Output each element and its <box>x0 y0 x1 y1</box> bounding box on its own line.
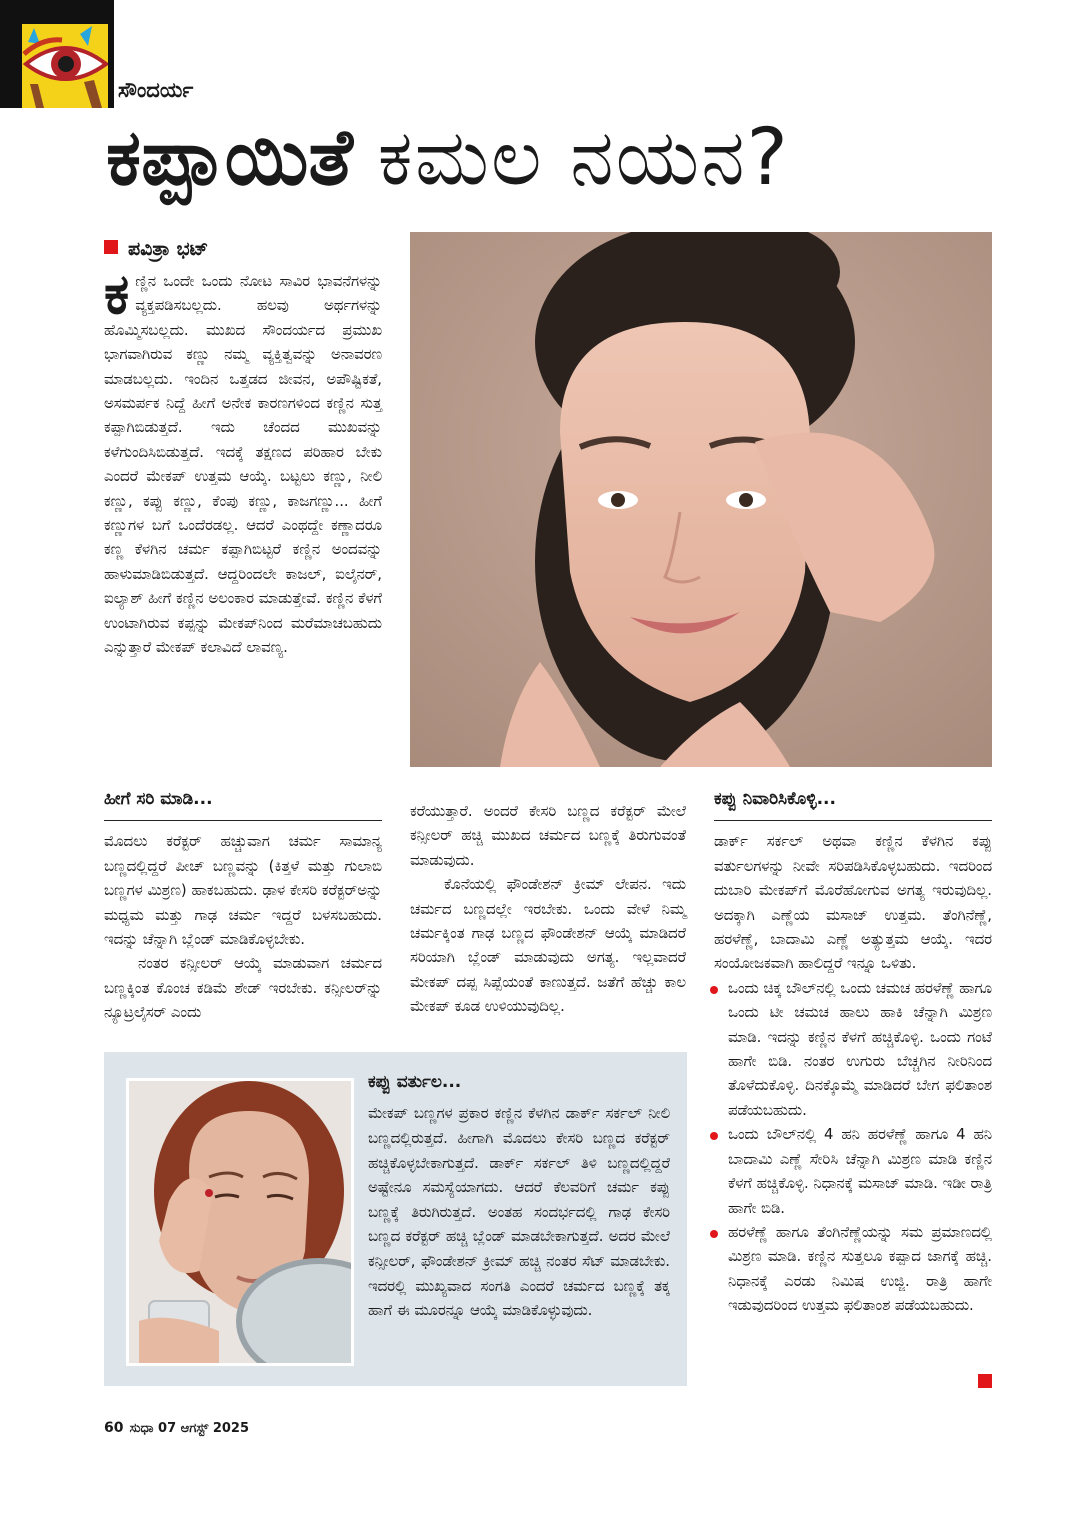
remedy-column <box>714 787 992 1319</box>
page-footer <box>104 1420 249 1436</box>
paragraph: ಡಾರ್ಕ್ ಸರ್ಕಲ್ ಅಥವಾ ಕಣ್ಣಿನ ಕೆಳಗಿನ ಕಪ್ಪು ವರ್ತುಲಗಳನ್ನು ನೀವೇ ಸರಿಪಡಿಸಿಕೊಳ್ಳಬಹುದು. ಇದರಿಂದ ದುಬಾರಿ ಮೇಕಪ್‌ಗೆ ಮೊರೆಹೋಗುವ ಅಗತ್ಯ ಇರುವುದಿಲ್ಲ. ಅದಕ್ಕಾಗಿ ಎಣ್ಣೆಯ ಮಸಾಜ್ ಉತ್ತಮ. ತೆಂಗಿನೆಣ್ಣೆ, ಹರಳೆಣ್ಣೆ, ಬಾದಾಮಿ ಎಣ್ಣೆ ಅತ್ಯುತ್ತಮ ಆಯ್ಕೆ. ಇದರ ಸಂಯೋಜಕವಾಗಿ ಹಾಲಿದ್ದರೆ ಇನ್ನೂ ಒಳಿತು. <box>714 833 992 973</box>
eye-logo-icon <box>22 24 108 108</box>
photo-woman-applying-cream <box>126 1078 354 1366</box>
section-heading-how: ಹೀಗೆ ಸರಿ ಮಾಡಿ... <box>104 787 382 821</box>
paragraph: ಕೊನೆಯಲ್ಲಿ ಫೌಂಡೇಶನ್ ಕ್ರೀಮ್ ಲೇಪನ. ಇದು ಚರ್ಮದ ಬಣ್ಣದಲ್ಲೇ ಇರಬೇಕು. ಒಂದು ವೇಳೆ ನಿಮ್ಮ ಚರ್ಮಕ್ಕಿಂತ ಗಾಢ ಬಣ್ಣದ ಫೌಂಡೇಶನ್ ಆಯ್ಕೆ ಮಾಡಿದರೆ ಸರಿಯಾಗಿ ಬ್ಲೆಂಡ್ ಮಾಡುವುದು ಅಗತ್ಯ. ಇಲ್ಲವಾದರೆ ಮೇಕಪ್ ದಪ್ಪ ಸಿಪ್ಪೆಯಂತೆ ಕಾಣುತ್ತದೆ. ಜತೆಗೆ ಹೆಚ್ಚು ಕಾಲ ಮೇಕಪ್ ಕೂಡ ಉಳಿಯುವುದಿಲ್ಲ. <box>410 876 686 1016</box>
box-text <box>368 1070 670 1324</box>
paragraph: ಮೇಕಪ್ ಬಣ್ಣಗಳ ಪ್ರಕಾರ ಕಣ್ಣಿನ ಕೆಳಗಿನ ಡಾರ್ಕ್ ಸರ್ಕಲ್ ನೀಲಿ ಬಣ್ಣದಲ್ಲಿರುತ್ತದೆ. ಹೀಗಾಗಿ ಮೊದಲು ಕೇಸರಿ ಬಣ್ಣದ ಕರೆಕ್ಟರ್ ಹಚ್ಚಿಕೊಳ್ಳಬೇಕಾಗುತ್ತದೆ. ಡಾರ್ಕ್ ಸರ್ಕಲ್ ತಿಳಿ ಬಣ್ಣದಲ್ಲಿದ್ದರೆ ಅಷ್ಟೇನೂ ಸಮಸ್ಯೆಯಾಗದು. ಆದರೆ ಕೆಲವರಿಗೆ ಚರ್ಮ ಕಪ್ಪು ಬಣ್ಣಕ್ಕೆ ತಿರುಗಿರುತ್ತದೆ. ಅಂತಹ ಸಂದರ್ಭದಲ್ಲಿ ಗಾಢ ಕೇಸರಿ ಬಣ್ಣದ ಕರೆಕ್ಟರ್ ಹಚ್ಚಿ ಬ್ಲೆಂಡ್ ಮಾಡಬೇಕಾಗುತ್ತದೆ. ಅದರ ಮೇಲೆ ಕನ್ಸೀಲರ್, ಫೌಂಡೇಶನ್ ಕ್ರೀಮ್ ಹಚ್ಚಿ ನಂತರ ಸೆಟ್ ಮಾಡಬೇಕು. ಇದರಲ್ಲಿ ಮುಖ್ಯವಾದ ಸಂಗತಿ ಎಂದರೆ ಚರ್ಮದ ಬಣ್ಣಕ್ಕೆ ತಕ್ಕ ಹಾಗೆ ಈ ಮೂರನ್ನೂ ಆಯ್ಕೆ ಮಾಡಿಕೊಳ್ಳುವುದು. <box>368 1105 670 1320</box>
paragraph: ಮೊದಲು ಕರೆಕ್ಟರ್ ಹಚ್ಚುವಾಗ ಚರ್ಮ ಸಾಮಾನ್ಯ ಬಣ್ಣದಲ್ಲಿದ್ದರೆ ಪೀಚ್ ಬಣ್ಣವನ್ನು (ಕಿತ್ತಳೆ ಮತ್ತು ಗುಲಾಬಿ ಬಣ್ಣಗಳ ಮಿಶ್ರಣ) ಹಾಕಬಹುದು. ಢಾಳ ಕೇಸರಿ ಕರೆಕ್ಟರ್‌ಅನ್ನು ಮಧ್ಯಮ ಮತ್ತು ಗಾಢ ಚರ್ಮ ಇದ್ದರೆ ಬಳಸಬಹುದು. ಇದನ್ನು ಚೆನ್ನಾಗಿ ಬ್ಲೆಂಡ್ ಮಾಡಿಕೊಳ್ಳಬೇಕು. <box>104 833 382 949</box>
headline <box>106 114 790 204</box>
list-item: ಹರಳೆಣ್ಣೆ ಹಾಗೂ ತೆಂಗಿನೆಣ್ಣೆಯನ್ನು ಸಮ ಪ್ರಮಾಣದಲ್ಲಿ ಮಿಶ್ರಣ ಮಾಡಿ. ಕಣ್ಣಿನ ಸುತ್ತಲೂ ಕಪ್ಪಾದ ಜಾಗಕ್ಕೆ ಹಚ್ಚಿ. ನಿಧಾನಕ್ಕೆ ಎರಡು ನಿಮಿಷ ಉಜ್ಜಿ. ರಾತ್ರಿ ಹಾಗೇ ಇಡುವುದರಿಂದ ಉತ್ತಮ ಫಲಿತಾಂಶ ಪಡೆಯಬಹುದು. <box>714 1221 992 1319</box>
byline <box>104 238 208 260</box>
list-item: ಒಂದು ಚಿಕ್ಕ ಬೌಲ್‌ನಲ್ಲಿ ಒಂದು ಚಮಚ ಹರಳೆಣ್ಣೆ ಹಾಗೂ ಒಂದು ಟೀ ಚಮಚ ಹಾಲು ಹಾಕಿ ಚೆನ್ನಾಗಿ ಮಿಶ್ರಣ ಮಾಡಿ. ಇದನ್ನು ಕಣ್ಣಿನ ಕೆಳಗೆ ಹಚ್ಚಿಕೊಳ್ಳಿ. ಒಂದು ಗಂಟೆ ಹಾಗೇ ಬಿಡಿ. ನಂತರ ಉಗುರು ಬೆಚ್ಚಗಿನ ನೀರಿನಿಂದ ತೊಳೆದುಕೊಳ್ಳಿ. ದಿನಕ್ಕೊಮ್ಮೆ ಮಾಡಿದರೆ ಬೇಗ ಫಲಿತಾಂಶ ಪಡೆಯಬಹುದು. <box>714 977 992 1123</box>
list-item: ಒಂದು ಬೌಲ್‌ನಲ್ಲಿ 4 ಹನಿ ಹರಳೆಣ್ಣೆ ಹಾಗೂ 4 ಹನಿ ಬಾದಾಮಿ ಎಣ್ಣೆ ಸೇರಿಸಿ ಚೆನ್ನಾಗಿ ಮಿಶ್ರಣ ಮಾಡಿ ಕಣ್ಣಿನ ಕೆಳಗೆ ಹಚ್ಚಿಕೊಳ್ಳಿ. ನಿಧಾನಕ್ಕೆ ಮಸಾಜ್ ಮಾಡಿ. ಇಡೀ ರಾತ್ರಿ ಹಾಗೇ ಬಿಡಿ. <box>714 1123 992 1221</box>
headline-bold: ಕಪ್ಪಾಯಿತೆ <box>106 113 353 203</box>
paragraph: ಕರೆಯುತ್ತಾರೆ. ಅಂದರೆ ಕೇಸರಿ ಬಣ್ಣದ ಕರೆಕ್ಟರ್ ಮೇಲೆ ಕನ್ಸೀಲರ್ ಹಚ್ಚಿ ಮುಖದ ಚರ್ಮದ ಬಣ್ಣಕ್ಕೆ ತಿರುಗುವಂತೆ ಮಾಡುವುದು. <box>410 803 686 869</box>
hero-photo-woman-smiling <box>410 232 992 767</box>
headline-light: ಕಮಲ ನಯನ? <box>377 113 790 203</box>
magazine-section-logo <box>0 0 114 108</box>
page-number: 60 <box>104 1420 124 1436</box>
drop-cap: ಕ <box>104 262 130 327</box>
paragraph: ನಂತರ ಕನ್ಸೀಲರ್ ಆಯ್ಕೆ ಮಾಡುವಾಗ ಚರ್ಮದ ಬಣ್ಣಕ್ಕಿಂತ ಕೊಂಚ ಕಡಿಮೆ ಶೇಡ್ ಇರಬೇಕು. ಕನ್ಸೀಲರ್‌ನ್ನು ನ್ಯೂಟ್ರಲೈಸರ್ ಎಂದು <box>104 955 382 1022</box>
intro-text: ಣ್ಣಿನ ಒಂದೇ ಒಂದು ನೋಟ ಸಾವಿರ ಭಾವನೆಗಳನ್ನು ವ್ಯಕ್ತಪಡಿಸಬಲ್ಲದು. ಹಲವು ಅರ್ಥಗಳನ್ನು ಹೊಮ್ಮಿಸಬಲ್ಲದು. ಮುಖದ ಸೌಂದರ್ಯದ ಪ್ರಮುಖ ಭಾಗವಾಗಿರುವ ಕಣ್ಣು ನಮ್ಮ ವ್ಯಕ್ತಿತ್ವವನ್ನು ಅನಾವರಣ ಮಾಡಬಲ್ಲದು. ಇಂದಿನ ಒತ್ತಡದ ಜೀವನ, ಅಪೌಷ್ಟಿಕತೆ, ಅಸಮರ್ಪಕ ನಿದ್ದೆ ಹೀಗೆ ಅನೇಕ ಕಾರಣಗಳಿಂದ ಕಣ್ಣಿನ ಸುತ್ತ ಕಪ್ಪಾಗಿಬಿಡುತ್ತದೆ. ಇದು ಚೆಂದದ ಮುಖವನ್ನು ಕಳೆಗುಂದಿಸಿಬಿಡುತ್ತದೆ. ಇದಕ್ಕೆ ತಕ್ಷಣದ ಪರಿಹಾರ ಬೇಕು ಎಂದರೆ ಮೇಕಪ್ ಉತ್ತಮ ಆಯ್ಕೆ. ಬಟ್ಟಲು ಕಣ್ಣು, ನೀಲಿ ಕಣ್ಣು, ಕಪ್ಪು ಕಣ್ಣು, ಕೆಂಪು ಕಣ್ಣು, ಕಾಜಗಣ್ಣು... ಹೀಗೆ ಕಣ್ಣುಗಳ ಬಗೆ ಒಂದೆರಡಲ್ಲ. ಆದರೆ ಎಂಥದ್ದೇ ಕಣ್ಣಾದರೂ ಕಣ್ಣ ಕೆಳಗಿನ ಚರ್ಮ ಕಪ್ಪಾಗಿಬಿಟ್ಟರೆ ಕಣ್ಣಿನ ಅಂದವನ್ನು ಹಾಳುಮಾಡಿಬಿಡುತ್ತದೆ. ಆದ್ದರಿಂದಲೇ ಕಾಜಲ್, ಐಲೈನರ್, ಐಲ್ಯಾಶ್ ಹೀಗೆ ಕಣ್ಣಿನ ಅಲಂಕಾರ ಮಾಡುತ್ತೇವೆ. ಕಣ್ಣಿನ ಕೆಳಗೆ ಉಂಟಾಗಿರುವ ಕಪ್ಪನ್ನು ಮೇಕಪ್‌ನಿಂದ ಮರೆಮಾಚಬಹುದು ಎನ್ನುತ್ತಾರೆ ಮೇಕಪ್ ಕಲಾವಿದೆ ಲಾವಣ್ಯ. <box>104 273 382 657</box>
red-square-bullet-icon <box>104 240 118 254</box>
author-name: ಪವಿತ್ರಾ ಭಟ್ <box>128 238 209 260</box>
sidebar-box <box>104 1052 687 1386</box>
how-to-column <box>104 787 382 1026</box>
end-of-article-mark <box>978 1374 992 1388</box>
intro-column <box>104 262 382 661</box>
section-label: ಸೌಂದರ್ಯ <box>118 78 194 102</box>
middle-column <box>410 800 686 1020</box>
publication-info: ಸುಧಾ 07 ಆಗಸ್ಟ್ 2025 <box>129 1421 250 1436</box>
section-heading-remedy: ಕಪ್ಪು ನಿವಾರಿಸಿಕೊಳ್ಳಿ... <box>714 787 992 821</box>
box-heading: ಕಪ್ಪು ವರ್ತುಲ... <box>368 1072 462 1092</box>
